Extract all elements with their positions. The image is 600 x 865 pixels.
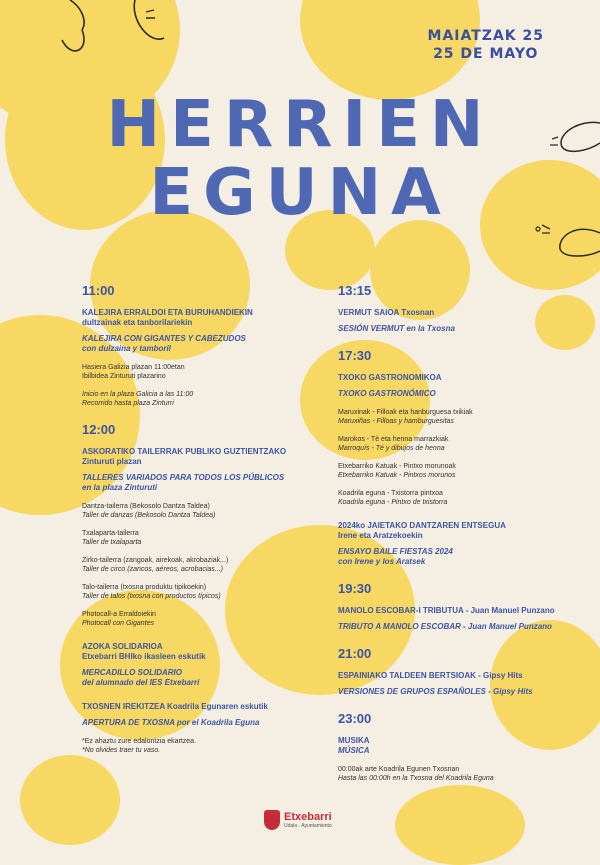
workshop-item-es: Photocall con Gigantes: [82, 620, 154, 627]
workshop-item: Talo-tailerra (txosna produktu tipikoekin): [82, 584, 207, 591]
stall-item: Maruxinak - Filloak eta hanburguesa txikiak: [338, 409, 473, 416]
event-detail-es: Inicio en la plaza Galicia a las 11:00: [82, 391, 194, 398]
workshop-item: Zirko-tailerra (zangoak, airekoak, akrobaziak...): [82, 557, 229, 564]
workshop-item-es: Taller de danzas (Bekosolo Dantza Taldea): [82, 512, 216, 519]
note-es: *No olvides traer tu vaso.: [82, 747, 161, 754]
workshop-item-es: Taller de circo (zancos, aéreos, acrobacias...): [82, 566, 223, 573]
event-detail-es: Hasta las 00:00h en la Txosna del Koadrila Eguna: [338, 775, 494, 782]
event-date: [428, 27, 544, 63]
time-label: 12:00: [82, 422, 116, 437]
event-heading: ESPAINIAKO TALDEEN BERTSIOAK - Gipsy Hits: [338, 671, 523, 680]
event-heading-es: TRIBUTO A MANOLO ESCOBAR - Juan Manuel Punzano: [338, 622, 552, 631]
coat-of-arms-icon: [264, 810, 280, 830]
workshop-item: Dantza-tailerra (Bekosolo Dantza Taldea): [82, 503, 210, 510]
stall-item-es: Marroquís - Té y dibujos de henna: [338, 445, 445, 452]
event-heading: 2024ko JAIETAKO DANTZAREN ENTSEGUA: [338, 521, 506, 530]
event-detail: 00:00ak arte Koadrila Egunen Txosnan: [338, 766, 460, 773]
note: *Ez ahaztu zure edalontzia ekartzea.: [82, 738, 197, 745]
stall-item-es: Etxebarriko Katuak - Pintxos morunos: [338, 472, 456, 479]
stall-item: Etxebarriko Katuak - Pintxo morunoak: [338, 463, 456, 470]
time-label: 19:30: [338, 581, 372, 596]
cat-doodle-icon: [60, 0, 170, 60]
title-line-1: HERRIEN: [106, 88, 494, 162]
event-detail: Ibilbidea Zinturuti plazarino: [82, 373, 166, 380]
event-detail: Hasiera Galizia plazan 11:00etan: [82, 364, 185, 371]
event-heading: VERMUT SAIOA Txosnan: [338, 308, 435, 317]
event-heading: MANOLO ESCOBAR-I TRIBUTUA - Juan Manuel Punzano: [338, 606, 555, 615]
stall-item-es: Koadrila eguna - Pintxo de txistorra: [338, 499, 448, 506]
etxebarri-logo: [264, 810, 332, 830]
time-label: 21:00: [338, 646, 372, 661]
workshop-item: Txalaparta-tailerra: [82, 530, 139, 537]
event-subheading-es: con Irene y los Aratsek: [338, 557, 426, 566]
event-subheading: Zinturuti plazan: [82, 457, 142, 466]
event-heading-es: TALLERES VARIADOS PARA TODOS LOS PÚBLICOS: [82, 473, 285, 482]
time-label: 13:15: [338, 283, 372, 298]
event-subheading: Etxebarri BHIko ikasleen eskutik: [82, 652, 206, 661]
stall-item: Marokos - Tè eta henna marrazkiak: [338, 436, 449, 443]
stall-item: Koadrila eguna - Txistorra pintxoa: [338, 490, 443, 497]
event-subheading: Irene eta Aratzekoekin: [338, 531, 423, 540]
time-label: 11:00: [82, 283, 115, 298]
event-subheading: dultzainak eta tanborilariekin: [82, 318, 193, 327]
event-heading-es: MERCADILLO SOLIDARIO: [82, 668, 182, 677]
stall-item-es: Maruxiñas - Filloas y hamburguesitas: [338, 418, 454, 425]
event-heading: MUSIKA: [338, 736, 370, 745]
logo-subtitle: Udala · Ayuntamiento: [284, 823, 332, 829]
decor-blob: [395, 785, 525, 865]
workshop-item-es: Taller de talos (txosna con productos típicos): [82, 593, 221, 600]
left-schedule-column: [82, 283, 322, 755]
event-heading: TXOSNEN IREKITZEA Koadrila Egunaren eskutik: [82, 702, 268, 711]
date-basque: MAIATZAK 25: [427, 28, 544, 44]
event-heading-es: KALEJIRA CON GIGANTES Y CABEZUDOS: [82, 334, 246, 343]
event-heading-es: MÚSICA: [338, 746, 370, 755]
event-heading-es: VERSIONES DE GRUPOS ESPAÑOLES - Gipsy Hits: [338, 687, 533, 696]
event-heading: TXOKO GASTRONOMIKOA: [338, 373, 442, 382]
event-heading: ASKORATIKO TAILERRAK PUBLIKO GUZTIENTZAKO: [82, 447, 287, 456]
event-heading-es: ENSAYO BAILE FIESTAS 2024: [338, 547, 453, 556]
event-subheading-es: con dulzaina y tamboril: [82, 344, 171, 353]
event-heading-es: TXOKO GASTRONÓMICO: [338, 389, 436, 398]
right-schedule-column: [338, 283, 568, 783]
event-detail-es: Recorrido hasta plaza Zinturri: [82, 400, 174, 407]
time-label: 23:00: [338, 711, 372, 726]
event-heading-es: APERTURA DE TXOSNA por el Koadrila Eguna: [82, 718, 260, 727]
workshop-item-es: Taller de txalaparta: [82, 539, 142, 546]
date-spanish: 25 DE MAYO: [433, 46, 539, 62]
event-subheading-es: en la plaza Zinturuti: [82, 483, 158, 492]
decor-blob: [20, 755, 120, 845]
event-heading: AZOKA SOLIDARIOA: [82, 642, 163, 651]
title-line-2: EGUNA: [149, 156, 451, 230]
event-heading: KALEJIRA ERRALDOI ETA BURUHANDIEKIN: [82, 308, 253, 317]
time-label: 17:30: [338, 348, 372, 363]
event-subheading-es: del alumnado del IES Etxebarri: [82, 678, 200, 687]
logo-name: Etxebarri: [284, 811, 332, 823]
event-heading-es: SESIÓN VERMUT en la Txosna: [338, 324, 455, 333]
workshop-item: Photocall-a Erraldoiekin: [82, 611, 156, 618]
